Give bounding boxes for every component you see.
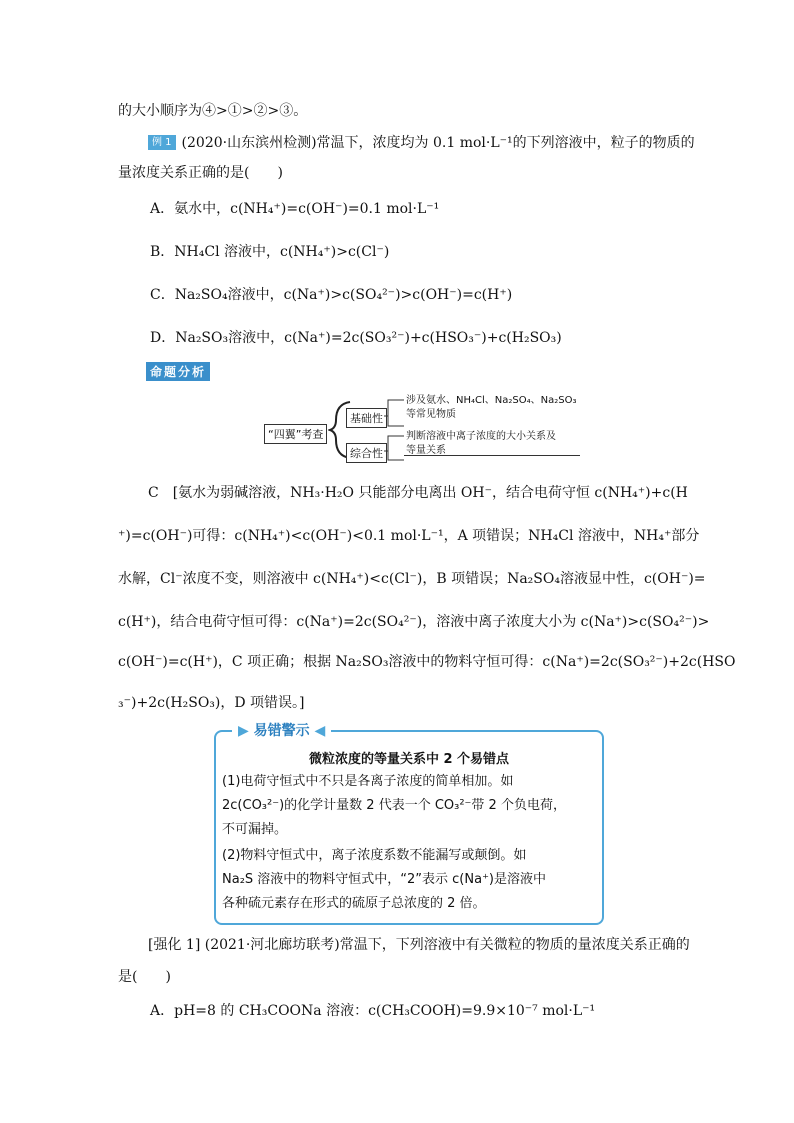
- answer-row-1: C [氨水为弱碱溶液，NH₃·H₂O 只能部分电离出 OH⁻，结合电荷守恒 c(NH₄⁺)+c(H: [148, 485, 688, 501]
- example-tag: 例 1: [148, 135, 176, 150]
- warning-arrow-icon: ▶: [238, 723, 249, 739]
- comprehensive-text-1: 判断溶液中离子浓度的大小关系及: [406, 431, 556, 442]
- practice-line-2: 是( ): [118, 969, 171, 985]
- basic-box: 基础性: [346, 408, 387, 428]
- option-a: A．氨水中，c(NH₄⁺)=c(OH⁻)=0.1 mol·L⁻¹: [150, 201, 440, 217]
- answer-row-4: c(H⁺)，结合电荷守恒可得：c(Na⁺)=2c(SO₄²⁻)，溶液中离子浓度大小为 c(Na⁺)>c(SO₄²⁻)>: [118, 614, 710, 630]
- warning-line-1: (1)电荷守恒式中不只是各离子浓度的简单相加。如: [222, 774, 514, 789]
- comprehensive-text-2: 等量关系: [406, 445, 446, 456]
- warning-line-5: Na₂S 溶液中的物料守恒式中，“2”表示 c(Na⁺)是溶液中: [222, 872, 547, 887]
- warning-arrow-left-icon: ◀: [314, 723, 326, 739]
- warning-line-2: 2c(CO₃²⁻)的化学计量数 2 代表一个 CO₃²⁻带 2 个负电荷，: [222, 798, 566, 813]
- basic-text-2: 等常见物质: [406, 409, 456, 420]
- warning-line-3: 不可漏掉。: [222, 822, 288, 837]
- warning-title: ▶ 易错警示 ◀: [232, 720, 331, 740]
- basic-text-1: 涉及氨水、NH₄Cl、Na₂SO₄、Na₂SO₃: [406, 395, 577, 406]
- answer-row-6: ₃⁻)+2c(H₂SO₃)，D 项错误。]: [118, 695, 305, 711]
- warning-subtitle: 微粒浓度的等量关系中 2 个易错点: [308, 752, 510, 767]
- option-c: C．Na₂SO₄溶液中，c(Na⁺)>c(SO₄²⁻)>c(OH⁻)=c(H⁺): [150, 287, 513, 303]
- example-line-1: 例 1 (2020·山东滨州检测)常温下，浓度均为 0.1 mol·L⁻¹的下列溶液中，粒子的物质的: [148, 132, 695, 154]
- warning-line-4: (2)物料守恒式中，离子浓度系数不能漏写或颠倒。如: [222, 848, 527, 863]
- connector-lines: [384, 394, 404, 464]
- option-d: D．Na₂SO₃溶液中，c(Na⁺)=2c(SO₃²⁻)+c(HSO₃⁻)+c(H₂SO₃): [150, 330, 562, 346]
- option-b: B．NH₄Cl 溶液中，c(NH₄⁺)>c(Cl⁻): [150, 244, 390, 260]
- analysis-label: 命题分析: [146, 362, 210, 381]
- intro-line: 的大小顺序为④>①>②>③。: [118, 103, 308, 119]
- comprehensive-box: 综合性: [346, 443, 387, 463]
- example-line-2: 量浓度关系正确的是( ): [118, 165, 283, 181]
- answer-row-2: ⁺)=c(OH⁻)可得：c(NH₄⁺)<c(OH⁻)<0.1 mol·L⁻¹，A 项错误；NH₄Cl 溶液中，NH₄⁺部分: [118, 528, 700, 544]
- warning-line-6: 各种硫元素存在形式的硫原子总浓度的 2 倍。: [222, 896, 486, 911]
- divider: [404, 455, 580, 456]
- answer-row-5: c(OH⁻)=c(H⁺)，C 项正确；根据 Na₂SO₃溶液中的物料守恒可得：c(Na⁺)=2c(SO₃²⁻)+2c(HSO: [118, 654, 736, 670]
- practice-option-a: A．pH=8 的 CH₃COONa 溶液：c(CH₃COOH)=9.9×10⁻⁷ mol·L⁻¹: [150, 1003, 596, 1019]
- analysis-center-box: “四翼”考查: [264, 424, 327, 444]
- answer-row-3: 水解，Cl⁻浓度不变，则溶液中 c(NH₄⁺)<c(Cl⁻)，B 项错误；Na₂SO₄溶液显中性，c(OH⁻)=: [118, 571, 706, 587]
- practice-line-1: [强化 1] (2021·河北廊坊联考)常温下，下列溶液中有关微粒的物质的量浓度关系正确的: [148, 937, 690, 953]
